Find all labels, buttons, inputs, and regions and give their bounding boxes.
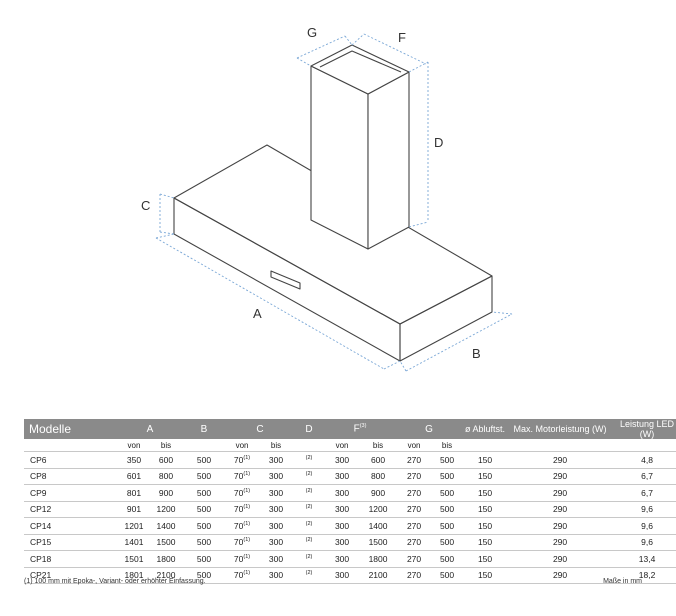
cell-a-from: 350	[118, 452, 150, 469]
cell-g-from: 270	[396, 485, 432, 502]
cell-c-from	[226, 501, 258, 518]
cell-a-from: 1801	[118, 567, 150, 584]
cell-d-footnote: (2)	[305, 537, 313, 544]
cell-a-from: 901	[118, 501, 150, 518]
cell-led: 13,4	[612, 551, 676, 568]
cell-d	[294, 501, 324, 518]
cell-a-from: 1401	[118, 534, 150, 551]
cell-c-from-value: 70	[233, 504, 244, 515]
cell-motor: 290	[508, 518, 612, 535]
cell-d	[294, 452, 324, 469]
cell-c-to: 300	[258, 501, 294, 518]
cell-c-from-footnote: (1)	[243, 537, 251, 544]
cell-exhaust: 150	[462, 551, 508, 568]
cell-model: CP14	[24, 518, 118, 535]
table-subheader-row	[24, 439, 676, 452]
cell-f-from: 300	[324, 518, 360, 535]
table-header-row	[24, 419, 676, 439]
cell-motor: 290	[508, 452, 612, 469]
table-row	[24, 452, 676, 469]
cell-f-from: 300	[324, 468, 360, 485]
cell-d	[294, 534, 324, 551]
cell-model: CP9	[24, 485, 118, 502]
cell-c-from-value: 70	[233, 570, 244, 581]
chimney-front-face	[311, 66, 368, 249]
cell-c-from-footnote: (1)	[243, 504, 251, 511]
cell-c-from	[226, 567, 258, 584]
cell-a-from: 1501	[118, 551, 150, 568]
cell-c-from	[226, 534, 258, 551]
cell-b: 500	[182, 468, 226, 485]
spec-table-container	[24, 419, 675, 584]
cell-f-to: 900	[360, 485, 396, 502]
header-a: A	[118, 419, 182, 439]
cell-a-to: 2100	[150, 567, 182, 584]
cell-led: 18,2	[612, 567, 676, 584]
cell-motor: 290	[508, 468, 612, 485]
cell-c-from-value: 70	[233, 471, 244, 482]
cell-motor: 290	[508, 485, 612, 502]
cell-g-to: 500	[432, 501, 462, 518]
cell-led: 9,6	[612, 518, 676, 535]
cell-exhaust: 150	[462, 518, 508, 535]
cell-c-from	[226, 468, 258, 485]
cell-g-to: 500	[432, 534, 462, 551]
cell-b: 500	[182, 501, 226, 518]
cell-a-to: 600	[150, 452, 182, 469]
cell-d	[294, 567, 324, 584]
header-f	[324, 419, 396, 439]
cell-g-from: 270	[396, 468, 432, 485]
cell-a-to: 1500	[150, 534, 182, 551]
cell-c-to: 300	[258, 518, 294, 535]
cell-c-from	[226, 518, 258, 535]
dim-label-c: C	[141, 198, 151, 213]
cell-led: 6,7	[612, 468, 676, 485]
cell-d-footnote: (2)	[305, 520, 313, 527]
cell-c-from-value: 70	[233, 537, 244, 548]
cell-f-from: 300	[324, 551, 360, 568]
cell-d-footnote: (2)	[305, 487, 313, 494]
sub-g-to: bis	[432, 439, 462, 452]
front-handle	[271, 271, 300, 289]
cell-g-from: 270	[396, 452, 432, 469]
cell-g-to: 500	[432, 518, 462, 535]
cell-model: CP18	[24, 551, 118, 568]
sub-c-from: von	[226, 439, 258, 452]
cell-d	[294, 551, 324, 568]
cell-exhaust: 150	[462, 534, 508, 551]
cell-b: 500	[182, 534, 226, 551]
cell-exhaust: 150	[462, 485, 508, 502]
cell-motor: 290	[508, 567, 612, 584]
cell-f-from: 300	[324, 485, 360, 502]
cell-led: 4,8	[612, 452, 676, 469]
cell-a-from: 601	[118, 468, 150, 485]
chimney-side-face	[368, 72, 409, 249]
cell-f-to: 2100	[360, 567, 396, 584]
cell-c-from	[226, 551, 258, 568]
cell-f-from: 300	[324, 452, 360, 469]
dim-a-line	[156, 238, 384, 369]
cell-exhaust: 150	[462, 567, 508, 584]
cell-c-to: 300	[258, 468, 294, 485]
header-led: Leistung LED (W)	[612, 419, 676, 439]
cell-a-to: 1200	[150, 501, 182, 518]
cell-g-to: 500	[432, 468, 462, 485]
cell-c-from-footnote: (1)	[243, 487, 251, 494]
cell-motor: 290	[508, 501, 612, 518]
cell-motor: 290	[508, 534, 612, 551]
dim-label-f: F	[398, 30, 406, 45]
cell-b: 500	[182, 485, 226, 502]
cell-b: 500	[182, 452, 226, 469]
cell-led: 9,6	[612, 534, 676, 551]
cell-g-to: 500	[432, 485, 462, 502]
cell-d	[294, 518, 324, 535]
table-row	[24, 501, 676, 518]
cell-model: CP12	[24, 501, 118, 518]
sub-c-to: bis	[258, 439, 294, 452]
cell-c-to: 300	[258, 567, 294, 584]
header-models: Modelle	[24, 419, 118, 439]
cell-g-from: 270	[396, 534, 432, 551]
sub-f-to: bis	[360, 439, 396, 452]
cell-g-from: 270	[396, 567, 432, 584]
cell-exhaust: 150	[462, 468, 508, 485]
cell-c-from-value: 70	[233, 454, 244, 465]
cell-c-from-footnote: (1)	[243, 553, 251, 560]
header-b: B	[182, 419, 226, 439]
cell-b: 500	[182, 551, 226, 568]
cell-g-from: 270	[396, 551, 432, 568]
cell-exhaust: 150	[462, 452, 508, 469]
cell-c-to: 300	[258, 485, 294, 502]
cell-led: 9,6	[612, 501, 676, 518]
table-row	[24, 551, 676, 568]
cell-model: CP6	[24, 452, 118, 469]
cell-g-from: 270	[396, 518, 432, 535]
cell-a-from: 801	[118, 485, 150, 502]
cell-g-from: 270	[396, 501, 432, 518]
cell-d-footnote: (2)	[305, 504, 313, 511]
cell-f-from: 300	[324, 567, 360, 584]
cell-c-from-footnote: (1)	[243, 454, 251, 461]
cell-c-from-footnote: (1)	[243, 520, 251, 527]
table-row	[24, 534, 676, 551]
cell-f-to: 600	[360, 452, 396, 469]
cell-a-from: 1201	[118, 518, 150, 535]
cell-d-footnote: (2)	[305, 570, 313, 577]
cell-c-from-value: 70	[233, 487, 244, 498]
cell-model: CP8	[24, 468, 118, 485]
cell-model: CP21	[24, 567, 118, 584]
header-d: D	[294, 419, 324, 439]
cell-f-from: 300	[324, 501, 360, 518]
cell-f-to: 1500	[360, 534, 396, 551]
cell-led: 6,7	[612, 485, 676, 502]
dim-label-d: D	[434, 135, 444, 150]
table-row	[24, 485, 676, 502]
header-f-sup: (3)	[359, 423, 367, 430]
header-g: G	[396, 419, 462, 439]
cell-b: 500	[182, 518, 226, 535]
spec-table	[24, 419, 676, 584]
cell-g-to: 500	[432, 567, 462, 584]
cell-a-to: 800	[150, 468, 182, 485]
cell-f-to: 800	[360, 468, 396, 485]
cell-c-from-footnote: (1)	[243, 471, 251, 478]
cell-d-footnote: (2)	[305, 471, 313, 478]
table-row	[24, 518, 676, 535]
dim-label-a: A	[253, 306, 262, 321]
cell-a-to: 1800	[150, 551, 182, 568]
cell-model: CP15	[24, 534, 118, 551]
cell-g-to: 500	[432, 551, 462, 568]
unit-note: Maße in mm	[603, 578, 642, 585]
cell-c-to: 300	[258, 534, 294, 551]
cell-c-from-footnote: (1)	[243, 570, 251, 577]
cell-f-to: 1800	[360, 551, 396, 568]
cell-c-from	[226, 452, 258, 469]
cell-a-to: 900	[150, 485, 182, 502]
cell-motor: 290	[508, 551, 612, 568]
header-motor: Max. Motorleistung (W)	[508, 419, 612, 439]
cell-c-from-value: 70	[233, 553, 244, 564]
header-c: C	[226, 419, 294, 439]
cell-d	[294, 485, 324, 502]
cell-d-footnote: (2)	[305, 553, 313, 560]
cell-exhaust: 150	[462, 501, 508, 518]
sub-g-from: von	[396, 439, 432, 452]
cell-c-from	[226, 485, 258, 502]
cell-f-from: 300	[324, 534, 360, 551]
sub-f-from: von	[324, 439, 360, 452]
header-exhaust: ø Abluftst.	[462, 419, 508, 439]
cell-f-to: 1200	[360, 501, 396, 518]
cell-a-to: 1400	[150, 518, 182, 535]
dim-b-line	[406, 314, 512, 371]
footnote: (1) 100 mm mit Epoka-, Variant- oder erhöhter Einfassung.	[24, 578, 206, 585]
cell-g-to: 500	[432, 452, 462, 469]
cell-f-to: 1400	[360, 518, 396, 535]
dim-label-g: G	[307, 25, 318, 40]
table-row	[24, 468, 676, 485]
sub-a-from: von	[118, 439, 150, 452]
sub-a-to: bis	[150, 439, 182, 452]
cell-c-to: 300	[258, 452, 294, 469]
header-f-letter: F	[353, 423, 360, 435]
cell-d	[294, 468, 324, 485]
cell-b: 500	[182, 567, 226, 584]
dim-label-b: B	[472, 346, 481, 361]
cell-c-to: 300	[258, 551, 294, 568]
cell-c-from-value: 70	[233, 520, 244, 531]
cell-d-footnote: (2)	[305, 454, 313, 461]
